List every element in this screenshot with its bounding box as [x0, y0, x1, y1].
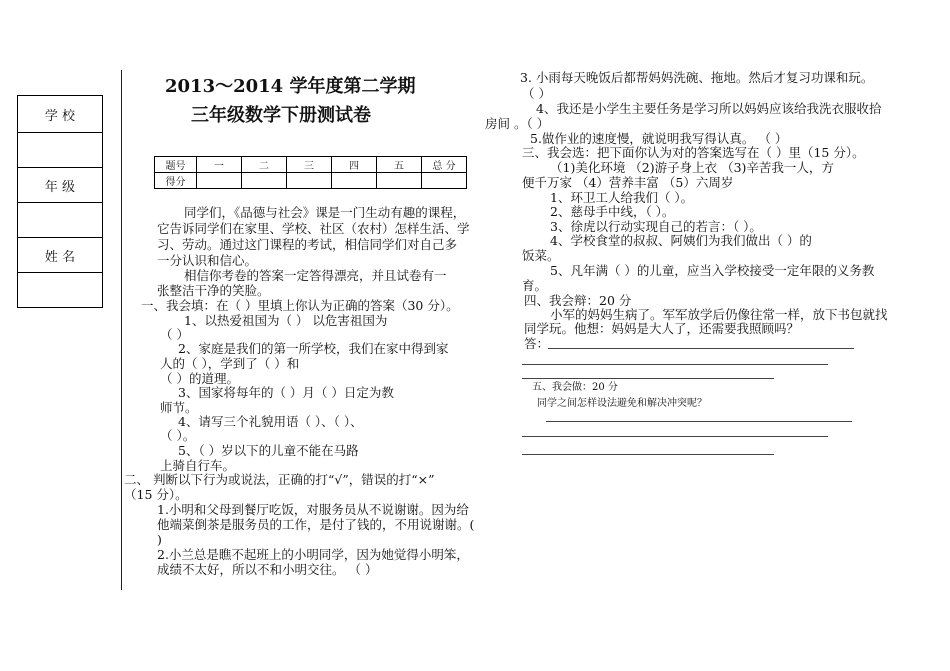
- answer-line[interactable]: [522, 364, 828, 365]
- section4-line: 小军的妈妈生病了。军军放学后仍像往常一样，放下书包就找: [550, 307, 888, 322]
- answer-line[interactable]: [522, 436, 828, 437]
- exam-term-title: 2013～2014 学年度第二学期: [165, 76, 416, 97]
- name-label: 姓 名: [18, 238, 103, 273]
- name-field[interactable]: [18, 273, 103, 308]
- section1-line: 3、国家将每年的（ ）月（ ）日定为教: [178, 385, 394, 400]
- section4-title: 四、我会辩：20 分: [524, 293, 632, 308]
- section3-question: 饭菜。: [522, 248, 560, 263]
- section2-line: 1.小明和父母到餐厅吃饭，对服务员从不说谢谢。因为给: [157, 502, 469, 517]
- section3-question: 3、徐虎以行动实现自己的若言：（ ）。: [550, 219, 762, 234]
- answer-line[interactable]: [522, 454, 774, 455]
- section1-line: 5、（ ）岁以下的儿童不能在马路: [178, 443, 359, 458]
- section3-question: 5、凡年满（ ）的儿童，应当入学校接受一定年限的义务教: [550, 263, 875, 278]
- section4-line: 同学玩。他想：妈妈是大人了，还需要我照顾吗？: [524, 321, 800, 336]
- section5-question: 同学之间怎样设法避免和解决冲突呢？: [537, 398, 707, 409]
- section1-line: 人的（ ），学到了（ ）和: [160, 356, 300, 371]
- score-cell[interactable]: [377, 173, 422, 189]
- judge-q5: 5.做作业的速度慢，就说明我写得认真。 （ ）: [530, 131, 788, 146]
- judge-q3-line: 3. 小雨每天晚饭后都帮妈妈洗碗、拖地。然后才复习功课和玩。: [520, 70, 874, 85]
- section3-question: 1、环卫工人给我们（ ）。: [550, 190, 694, 205]
- section1-title: 一、我会填：在（ ）里填上你认为正确的答案（30 分）。: [141, 298, 459, 313]
- intro-line: 一分认识和信心。: [157, 253, 258, 268]
- judge-q3-line: （ ）: [522, 86, 551, 101]
- section1-line: （ ）: [160, 327, 189, 342]
- section3-question: 4、学校食堂的叔叔、阿姨们为我们做出（ ）的: [550, 233, 812, 248]
- intro-line: 同学们，《品德与社会》课是一门生动有趣的课程，: [184, 205, 466, 220]
- score-cell[interactable]: [287, 173, 332, 189]
- student-info-table: [17, 95, 103, 308]
- school-field[interactable]: [18, 133, 103, 168]
- score-cell[interactable]: [332, 173, 377, 189]
- score-table: [154, 156, 467, 189]
- section1-line: 4、请写三个礼貌用语（ ）、（ ）、: [178, 414, 363, 429]
- judge-q4-line: 房间 。（ ）: [485, 116, 550, 131]
- section1-line: 上骑自行车。: [160, 458, 236, 473]
- section2-line: 2.小兰总是瞧不起班上的小明同学，因为她觉得小明笨，: [157, 547, 469, 562]
- score-header-cell: 一: [197, 157, 242, 173]
- binding-line: [121, 70, 122, 590]
- score-header-cell: 四: [332, 157, 377, 173]
- section2-line: 他端菜倒茶是服务员的工作，是付了钱的，不用说谢谢。(: [157, 517, 475, 532]
- answer-line[interactable]: [548, 348, 854, 349]
- section3-title: 三、我会选：把下面你认为对的答案选写在（ ）里（15 分）。: [522, 145, 865, 160]
- grade-label: 年 级: [18, 168, 103, 203]
- section3-options: （1)美化环境 （2)游子身上衣 （3)辛苦我一人，方: [550, 160, 834, 175]
- section3-question: 育。: [522, 278, 548, 293]
- section3-question: 2、慈母手中线，（ ）。: [550, 204, 675, 219]
- intro-line: 张整洁干净的笑脸。: [157, 283, 270, 298]
- score-header-cell: 三: [287, 157, 332, 173]
- school-label: 学 校: [18, 96, 103, 133]
- intro-line: 习、劳动。通过这门课程的考试，相信同学们对自己多: [157, 237, 458, 252]
- section1-line: （ ）。: [160, 428, 196, 443]
- score-row-label: 得分: [155, 173, 197, 189]
- intro-line: 相信你考卷的答案一定答得漂亮，并且试卷有一: [184, 268, 447, 283]
- score-cell[interactable]: [197, 173, 242, 189]
- answer-label: 答：: [524, 336, 550, 351]
- intro-line: 它告诉同学们在家里、学校、社区（农村）怎样生活、学: [157, 221, 470, 236]
- section5-title: 五、我会做：20 分: [532, 382, 618, 393]
- score-cell[interactable]: [242, 173, 287, 189]
- score-row: [155, 173, 467, 189]
- section2-score: （15 分）。: [124, 487, 188, 502]
- answer-line[interactable]: [522, 378, 774, 379]
- section1-line: 1、以热爱祖国为（ ） 以危害祖国为: [184, 313, 388, 328]
- judge-q4-line: 4、我还是小学生主要任务是学习所以妈妈应该给我洗衣服收拾: [536, 101, 882, 116]
- grade-field[interactable]: [18, 203, 103, 238]
- section2-line: ): [157, 532, 162, 547]
- answer-line[interactable]: [546, 421, 852, 422]
- score-header-cell: 五: [377, 157, 422, 173]
- section1-line: 师节。: [160, 400, 198, 415]
- score-cell[interactable]: [422, 173, 467, 189]
- section3-options: 便千万家 （4）营养丰富 （5）六周岁: [522, 175, 734, 190]
- score-header-cell: 总 分: [422, 157, 467, 173]
- section2-line: 成绩不太好，所以不和小明交往。 （ ）: [157, 562, 378, 577]
- score-header-row: [155, 157, 467, 173]
- exam-title: 三年级数学下册测试卷: [191, 105, 371, 126]
- section1-line: （ ）的道理。: [160, 371, 239, 386]
- score-header-cell: 题号: [155, 157, 197, 173]
- score-header-cell: 二: [242, 157, 287, 173]
- section1-line: 2、家庭是我们的第一所学校，我们在家中得到家: [178, 341, 449, 356]
- section2-title: 二、 判断以下行为或说法，正确的打“√”，错误的打“×”: [124, 472, 435, 487]
